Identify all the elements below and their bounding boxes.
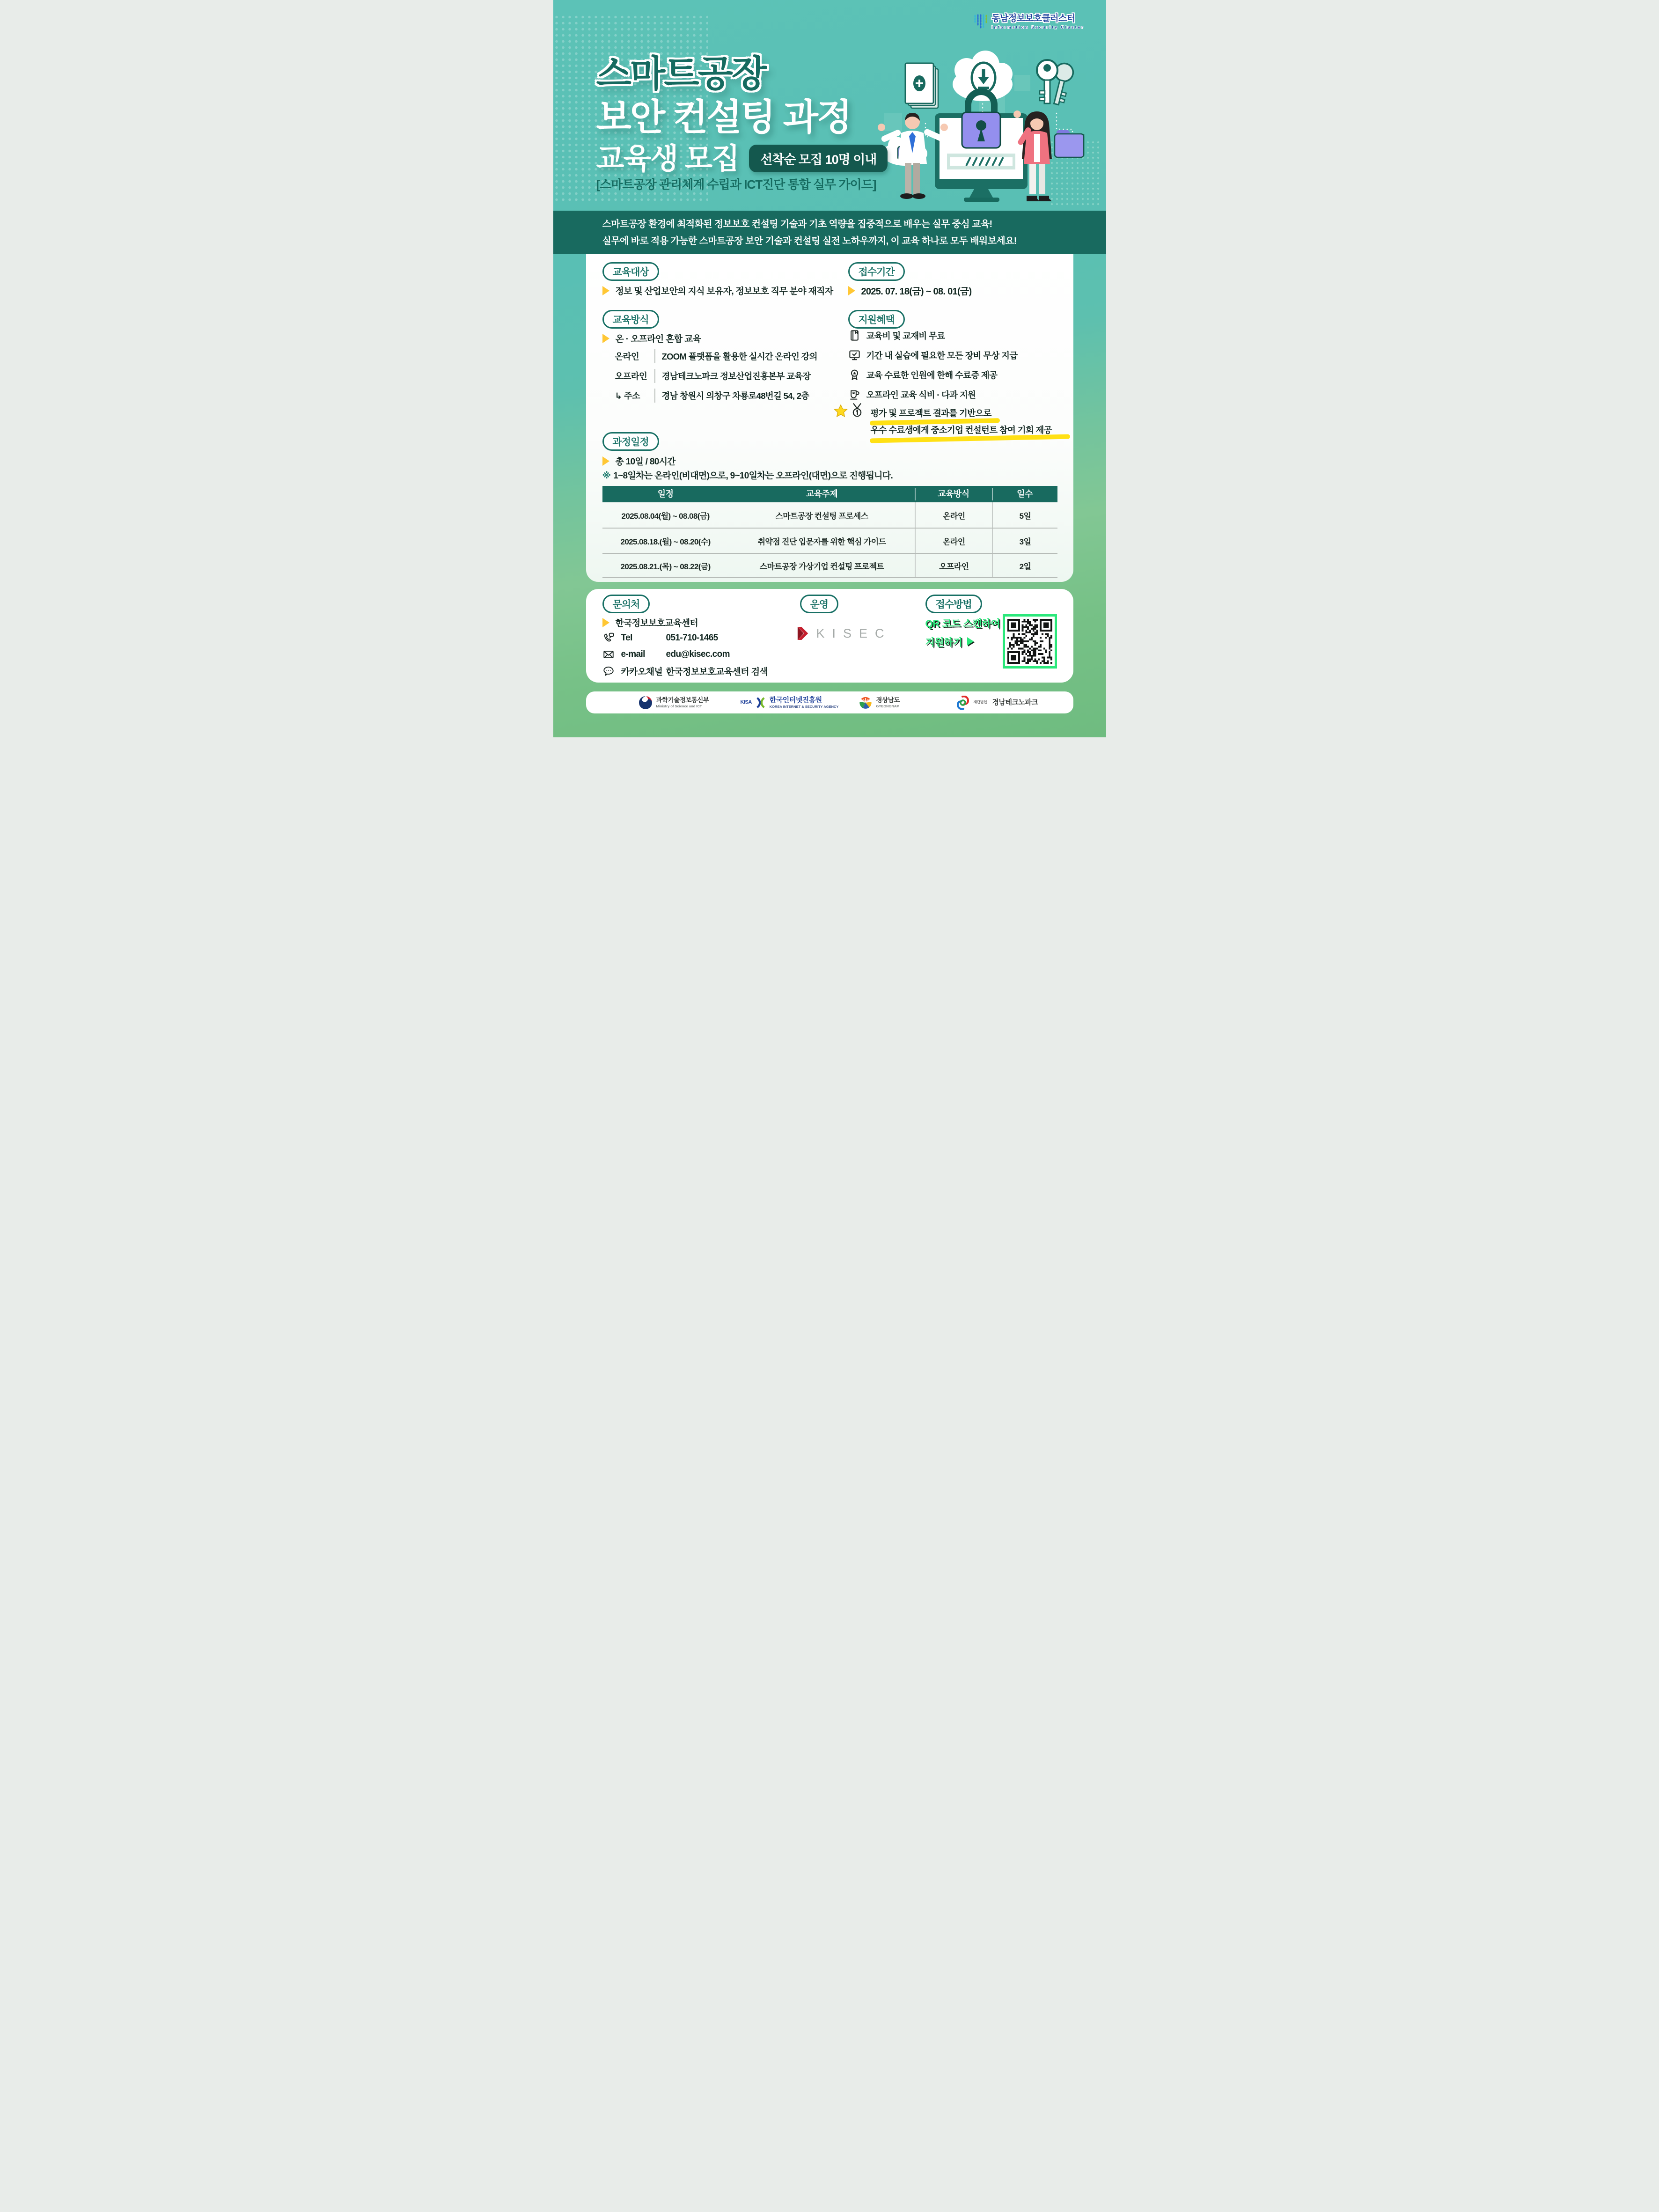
intro-line2: 실무에 바로 적용 가능한 스마트공장 보안 기술과 컨설팅 실전 노하우까지, 이 교육 하나로 모두 배워보세요! (602, 236, 1017, 246)
book-icon (848, 329, 861, 342)
table-cell: 5일 (992, 502, 1057, 528)
partner-subtitle: GYEONGNAM (876, 704, 900, 708)
table-header-row (602, 486, 1057, 502)
footer-bar (586, 691, 1073, 713)
bullet-arrow-icon (848, 286, 855, 295)
apply-arrow-icon (967, 637, 974, 646)
bullet-arrow-icon (602, 618, 609, 627)
divider (654, 389, 655, 403)
documents-icon (905, 63, 938, 108)
benefit-text: 오프라인 교육 식비 · 다과 지원 (866, 389, 976, 400)
apply-line1: QR 코드 스캔하여 (925, 618, 1000, 629)
section-pill-method: 교육방식 (602, 310, 659, 329)
bullet-arrow-icon (602, 456, 609, 466)
kisec-mark-icon (797, 625, 810, 641)
table-header-cell: 일정 (657, 489, 674, 499)
divider (654, 369, 655, 383)
partner-subtitle: Ministry of Science and ICT (656, 704, 702, 708)
partner-name: 경상남도 (876, 697, 900, 704)
partner-gyeongnam (859, 691, 900, 713)
hero-section (553, 0, 1106, 211)
table-cell: 2025.08.18.(월) ~ 08.20(수) (620, 537, 711, 546)
medal-icon (848, 368, 861, 381)
contact-card (586, 589, 1073, 683)
method-row-label: ↳ 주소 (615, 391, 640, 401)
section-pill-benefits: 지원혜택 (848, 310, 905, 329)
section-pill-target: 교육대상 (602, 262, 659, 281)
partner-msit (639, 691, 709, 713)
contact-org: 한국정보보호교육센터 (615, 618, 698, 628)
deco-square (884, 113, 902, 131)
poster-subtitle: [스마트공장 관리체계 수립과 ICT진단 통합 실무 가이드] (596, 177, 876, 191)
method-row-desc: ZOOM 플랫폼을 활용한 실시간 온라인 강의 (661, 352, 817, 361)
partner-subtitle: KOREA INTERNET & SECURITY AGENCY (769, 704, 839, 709)
deco-square (1014, 75, 1030, 91)
cluster-logo (974, 14, 1084, 31)
method-row-label: 온라인 (615, 352, 639, 361)
benefit-highlight-line1: 평가 및 프로젝트 결과를 기반으로 (870, 408, 991, 418)
gyeongnam-logo-icon (859, 696, 873, 710)
security-illustration (860, 43, 1101, 209)
poster-title-line2: 보안 컨설팅 과정 (596, 96, 851, 138)
partner-name: 경남테크노파크 (992, 698, 1038, 706)
cluster-subtitle: Information Security Cluster (991, 25, 1085, 29)
table-header-cell: 일수 (992, 486, 1057, 502)
period-item: 2025. 07. 18(금) ~ 08. 01(금) (861, 287, 972, 297)
table-cell: 취약점 진단 입문자를 위한 핵심 가이드 (757, 537, 886, 546)
table-cell: 오프라인 (915, 554, 992, 577)
intro-band (553, 211, 1106, 254)
benefit-highlight-line2: 우수 수료생에게 중소기업 컨설턴트 참여 기회 제공 (870, 425, 1052, 435)
kisec-letters: KISEC (816, 626, 892, 640)
contact-row-label: Tel (621, 633, 632, 643)
benefit-text: 교육비 및 교재비 무료 (866, 331, 945, 341)
intro-line1: 스마트공장 환경에 최적화된 정보보호 컨설팅 기술과 기초 역량을 집중적으로 배우는 실무 중심 교육! (602, 219, 992, 229)
schedule-table (602, 486, 1057, 578)
cluster-shield-icon (974, 14, 988, 31)
method-headline: 온 · 오프라인 혼합 교육 (615, 334, 701, 344)
bullet-arrow-icon (602, 286, 609, 295)
medal-first-icon (850, 403, 864, 419)
contact-row-value: 한국정보보호교육센터 검색 (666, 667, 768, 677)
table-cell: 2025.08.21.(목) ~ 08.22(금) (620, 562, 711, 571)
table-row (602, 528, 1057, 553)
gntp-logo-icon (956, 696, 970, 710)
cluster-name: 동남정보보호클러스터 (991, 14, 1075, 23)
table-cell: 2025.08.04(월) ~ 08.08(금) (621, 511, 710, 521)
table-cell: 스마트공장 컨설팅 프로세스 (775, 511, 868, 521)
note-mark: ※ (602, 471, 611, 481)
divider (654, 349, 655, 363)
section-pill-operation: 운영 (800, 595, 839, 613)
method-row-desc: 경남 창원시 의창구 차룡로48번길 54, 2층 (661, 391, 809, 401)
poster (553, 0, 1106, 737)
partner-gntp (956, 691, 1038, 713)
partner-name: 과학기술정보통신부 (656, 697, 709, 704)
cup-icon (848, 388, 861, 401)
contact-row-label: 카카오채널 (621, 667, 663, 677)
poster-title-line3: 교육생 모집 (596, 143, 739, 175)
section-pill-apply: 접수방법 (925, 595, 982, 613)
schedule-headline: 총 10일 / 80시간 (615, 457, 675, 467)
method-row-desc: 경남테크노파크 정보산업진흥본부 교육장 (661, 371, 811, 381)
table-header-cell: 교육방식 (915, 486, 992, 502)
keys-icon (1037, 60, 1075, 106)
chat-icon (602, 665, 615, 677)
qr-code (1003, 614, 1057, 669)
section-pill-period: 접수기간 (848, 262, 905, 281)
table-row (602, 502, 1057, 528)
section-pill-contact: 문의처 (602, 595, 650, 613)
phone-icon (602, 632, 615, 644)
schedule-note: 1~8일차는 온라인(비대면)으로, 9~10일차는 오프라인(대면)으로 진행됩니다. (613, 471, 893, 481)
apply-line2: 지원하기 (925, 637, 962, 648)
table-cell: 2일 (992, 554, 1057, 577)
star-icon (833, 404, 848, 419)
table-cell: 스마트공장 가상기업 컨설팅 프로젝트 (759, 562, 884, 571)
kisa-mark: KISA (740, 699, 752, 705)
main-content-card (586, 254, 1073, 582)
recruit-badge: 선착순 모집 10명 이내 (749, 145, 888, 172)
partner-kisa (741, 691, 839, 713)
kisa-logo-icon (756, 697, 766, 708)
poster-title-line1: 스마트공장 (596, 53, 766, 94)
contact-row-label: e-mail (621, 649, 645, 659)
mail-icon (602, 648, 615, 661)
msit-logo-icon (639, 696, 653, 710)
method-row-label: 오프라인 (615, 371, 647, 381)
benefit-text: 기간 내 실습에 필요한 모든 장비 무상 지급 (866, 350, 1018, 360)
table-header-cell: 교육주제 (806, 489, 838, 499)
table-row (602, 553, 1057, 578)
monitor-check-icon (848, 349, 861, 361)
bullet-arrow-icon (602, 334, 609, 343)
table-cell: 온라인 (915, 529, 992, 553)
contact-row-value: edu@kisec.com (666, 649, 730, 659)
contact-row-value: 051-710-1465 (666, 633, 718, 643)
benefit-highlight (836, 403, 1061, 445)
section-pill-schedule: 과정일정 (602, 432, 659, 451)
table-cell: 온라인 (915, 502, 992, 528)
partner-corp-type: 재단법인 (973, 700, 987, 705)
table-cell: 3일 (992, 529, 1057, 553)
benefit-text: 교육 수료한 인원에 한해 수료증 제공 (866, 370, 998, 380)
folder-icon (1055, 130, 1084, 157)
target-item: 정보 및 산업보안의 지식 보유자, 정보보호 직무 분야 재직자 (615, 287, 833, 296)
partner-name: 한국인터넷진흥원 (769, 696, 822, 705)
kisec-logo (797, 625, 892, 641)
